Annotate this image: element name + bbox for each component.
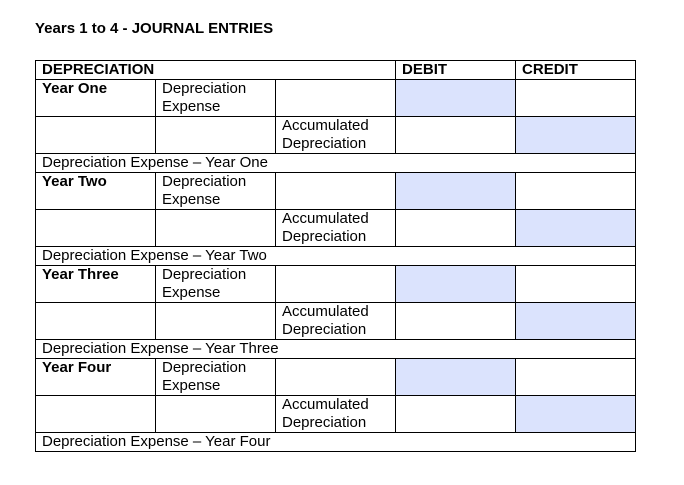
- blank-cell: [516, 173, 636, 210]
- debit-row: [36, 359, 636, 396]
- blank-cell: [156, 117, 276, 154]
- memo-text: Depreciation Expense – Year Four: [36, 433, 636, 452]
- credit-amount-field[interactable]: [516, 117, 636, 154]
- credit-account: Accumulated Depreciation: [276, 396, 396, 433]
- blank-cell: [36, 396, 156, 433]
- memo-row: [36, 247, 636, 266]
- credit-amount-field[interactable]: [516, 210, 636, 247]
- blank-cell: [156, 396, 276, 433]
- debit-amount-field[interactable]: [396, 359, 516, 396]
- blank-cell: [276, 266, 396, 303]
- credit-amount-field[interactable]: [516, 303, 636, 340]
- memo-text: Depreciation Expense – Year Two: [36, 247, 636, 266]
- blank-cell: [276, 80, 396, 117]
- credit-account: Accumulated Depreciation: [276, 210, 396, 247]
- memo-text: Depreciation Expense – Year Three: [36, 340, 636, 359]
- credit-row: [36, 303, 636, 340]
- blank-cell: [396, 396, 516, 433]
- blank-cell: [516, 359, 636, 396]
- section-header: DEPRECIATION: [36, 61, 396, 80]
- blank-cell: [276, 359, 396, 396]
- credit-amount-field[interactable]: [516, 396, 636, 433]
- debit-row: [36, 173, 636, 210]
- blank-cell: [396, 303, 516, 340]
- credit-account: Accumulated Depreciation: [276, 303, 396, 340]
- year-label: Year Two: [36, 173, 156, 210]
- blank-cell: [396, 210, 516, 247]
- blank-cell: [36, 303, 156, 340]
- credit-row: [36, 396, 636, 433]
- debit-account: Depreciation Expense: [156, 80, 276, 117]
- credit-header: CREDIT: [516, 61, 636, 80]
- blank-cell: [396, 117, 516, 154]
- year-label: Year Three: [36, 266, 156, 303]
- debit-amount-field[interactable]: [396, 80, 516, 117]
- debit-amount-field[interactable]: [396, 173, 516, 210]
- debit-account: Depreciation Expense: [156, 266, 276, 303]
- blank-cell: [516, 266, 636, 303]
- credit-row: [36, 210, 636, 247]
- blank-cell: [156, 303, 276, 340]
- blank-cell: [36, 210, 156, 247]
- blank-cell: [36, 117, 156, 154]
- memo-row: [36, 433, 636, 452]
- debit-header: DEBIT: [396, 61, 516, 80]
- header-row: [36, 61, 636, 80]
- blank-cell: [276, 173, 396, 210]
- debit-account: Depreciation Expense: [156, 173, 276, 210]
- debit-row: [36, 80, 636, 117]
- debit-amount-field[interactable]: [396, 266, 516, 303]
- memo-row: [36, 154, 636, 173]
- debit-account: Depreciation Expense: [156, 359, 276, 396]
- credit-account: Accumulated Depreciation: [276, 117, 396, 154]
- journal-table: [35, 60, 636, 452]
- memo-row: [36, 340, 636, 359]
- page-title: Years 1 to 4 - JOURNAL ENTRIES: [35, 20, 274, 37]
- year-label: Year One: [36, 80, 156, 117]
- debit-row: [36, 266, 636, 303]
- blank-cell: [156, 210, 276, 247]
- credit-row: [36, 117, 636, 154]
- memo-text: Depreciation Expense – Year One: [36, 154, 636, 173]
- blank-cell: [516, 80, 636, 117]
- year-label: Year Four: [36, 359, 156, 396]
